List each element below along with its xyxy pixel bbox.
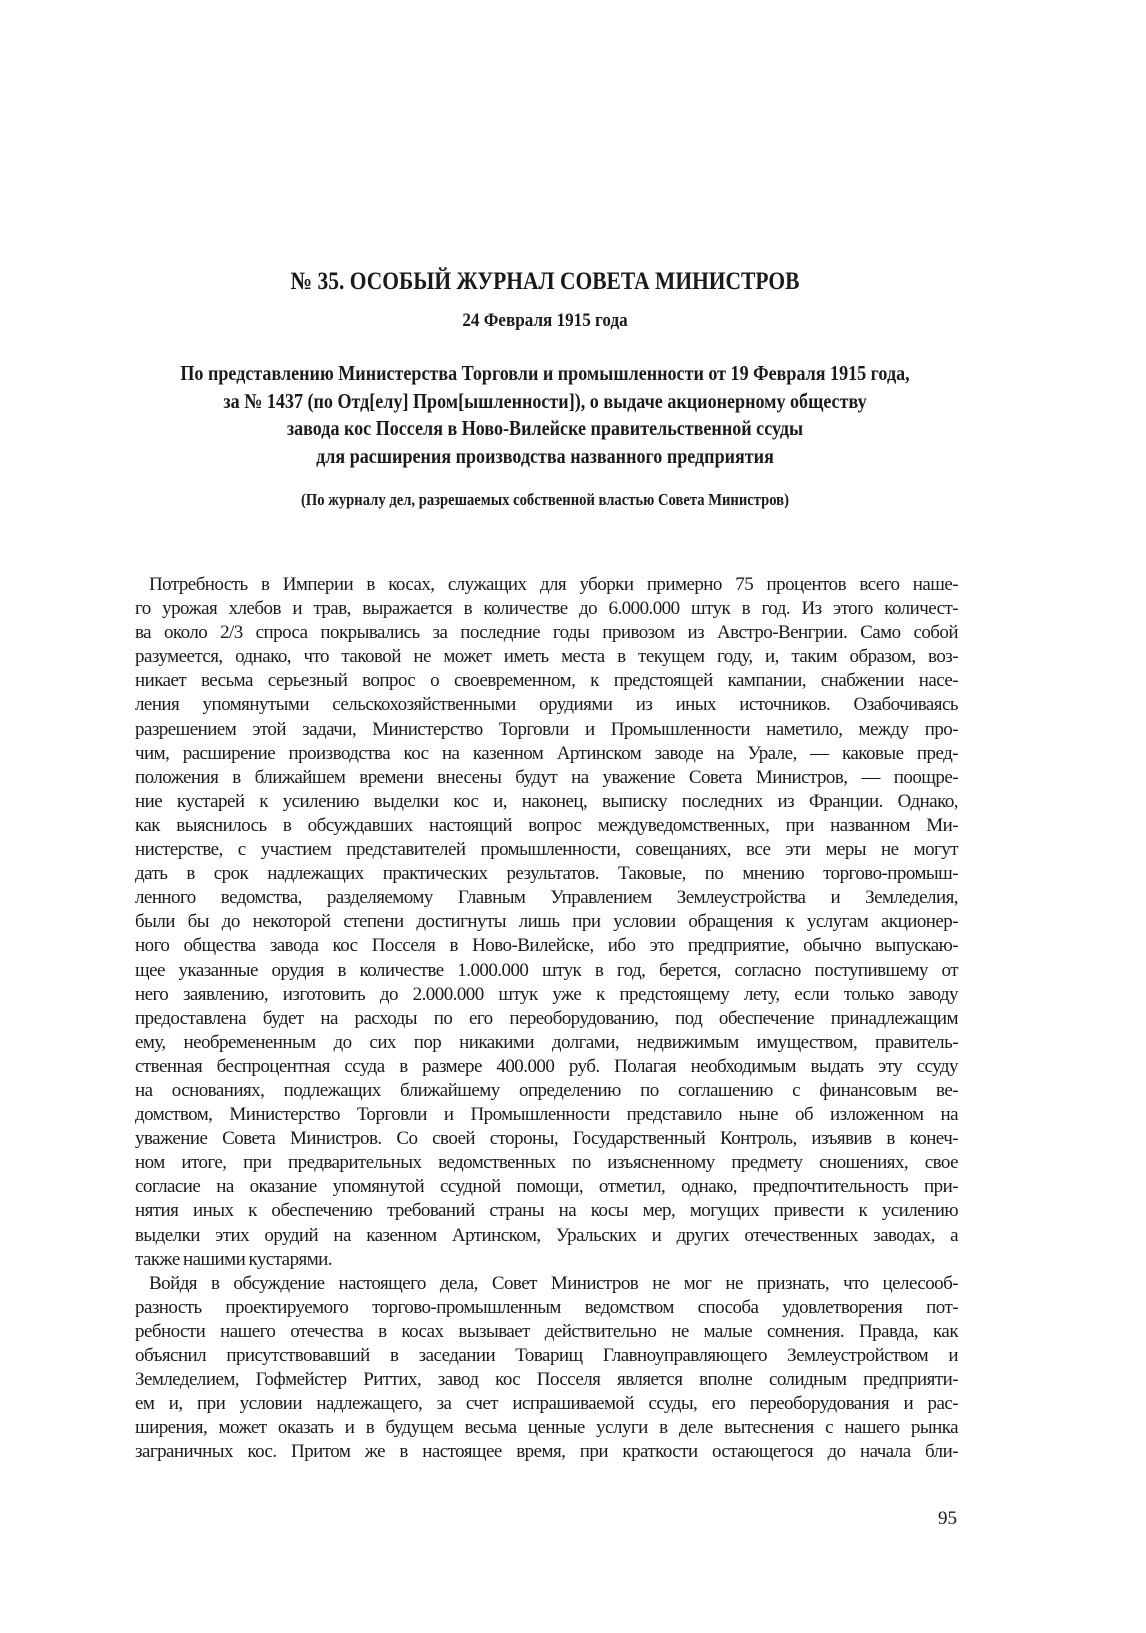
text-line: домством, Министерство Торговли и Промышленности представило ныне об изложенном на: [135, 1104, 958, 1126]
text-line: предоставлена будет на расходы по его переоборудованию, под обеспечение принадлежащим: [135, 1007, 958, 1029]
text-line: разумеется, однако, что таковой не может иметь места в текущем году, и, таким образом, воз-: [135, 646, 958, 668]
document-date: 24 Февраля 1915 года: [462, 310, 628, 331]
text-line: ребности нашего отечества в косах вызывает действительно не малые сомнения. Правда, как: [135, 1320, 958, 1342]
text-line: ном итоге, при предварительных ведомственных по изъясненному предмету сношениях, свое: [135, 1152, 958, 1174]
text-line: объяснил присутствовавший в заседании Товарищ Главноуправляющего Землеустройством и: [135, 1345, 958, 1366]
text-line: Войдя в обсуждение настоящего дела, Совет Министров не мог не признать, что целесооб-: [149, 1272, 958, 1294]
paragraph: [135, 1272, 958, 1465]
text-line: ления упомянутыми сельскохозяйственными орудиями из иных источников. Озабочиваясь: [135, 694, 958, 716]
text-line: ширения, может оказать и в будущем весьма ценные услуги в деле вытеснения с нашего рынка: [135, 1417, 958, 1439]
text-line: нистерстве, с участием представителей промышленности, совещаниях, все эти меры не могут: [135, 839, 958, 861]
text-line: го урожая хлебов и трав, выражается в количестве до 6.000.000 штук в год. Из этого количест-: [135, 598, 958, 620]
text-line: щее указанные орудия в количестве 1.000.000 штук в год, берется, согласно поступившему от: [135, 959, 958, 981]
subtitle-line: По представлению Министерства Торговли и промышленности от 19 Февраля 1915 года,: [180, 361, 910, 385]
document-title: № 35. ОСОБЫЙ ЖУРНАЛ СОВЕТА МИНИСТРОВ: [290, 268, 800, 295]
text-line: разность проектируемого торгово-промышленным ведомством способа удовлетворения пот-: [135, 1296, 958, 1318]
text-line: ного общества завода кос Посселя в Ново-Вилейске, ибо это предприятие, обычно выпускаю-: [135, 935, 958, 957]
journal-note: (По журналу дел, разрешаемых собственной властью Совета Министров): [301, 490, 789, 509]
text-line: как выяснилось в обсуждавших настоящий вопрос междуведомственных, при названном Ми-: [135, 814, 958, 836]
text-line: ва около 2/3 спроса покрывались за последние годы привозом из Австро-Венгрии. Само собой: [135, 622, 958, 644]
text-line: были бы до некоторой степени достигнуты лишь при условии обращения к услугам акционер-: [135, 911, 958, 933]
text-line: уважение Совета Министров. Со своей стороны, Государственный Контроль, изъявив в конеч-: [135, 1128, 958, 1150]
text-line: ленного ведомства, разделяемому Главным Управлением Землеустройства и Земледелия,: [135, 887, 958, 909]
text-line: согласие на оказание упомянутой ссудной помощи, отметил, однако, предпочтительность при-: [135, 1176, 958, 1198]
subtitle-line: за № 1437 (по Отд[елу] Пром[ышленности]), о выдаче акционерному обществу: [223, 388, 867, 413]
text-line: также нашими кустарями.: [135, 1248, 332, 1270]
text-line: на основаниях, подлежащих ближайшему определению по соглашению с финансовым ве-: [135, 1079, 958, 1101]
text-line: него заявлению, изготовить до 2.000.000 штук уже к предстоящему лету, если только заводу: [135, 983, 958, 1005]
text-line: Потребность в Империи в косах, служащих для уборки примерно 75 процентов всего наше-: [149, 574, 958, 595]
document-subtitle: [76, 360, 1013, 471]
subtitle-line: завода кос Посселя в Ново-Вилейске правительственной ссуды: [286, 416, 804, 441]
body-text: [135, 573, 958, 1464]
text-line: ему, необремененным до сих пор никакими долгами, недвижимым имуществом, правитель-: [135, 1031, 958, 1053]
text-line: ственная беспроцентная ссуда в размере 400.000 руб. Полагая необходимым выдать эту ссуду: [135, 1055, 958, 1077]
paragraph: [135, 573, 958, 1272]
text-line: Земледелием, Гофмейстер Риттих, завод кос Посселя является вполне солидным предприяти-: [135, 1369, 958, 1391]
text-line: никает весьма серьезный вопрос о своевременном, к предстоящей кампании, снабжении насе-: [135, 670, 958, 692]
text-line: дать в срок надлежащих практических результатов. Таковые, по мнению торгово-промыш-: [135, 863, 958, 885]
text-line: выделки этих орудий на казенном Артинском, Уральских и других отечественных заводах, а: [135, 1224, 958, 1246]
text-line: ем и, при условии надлежащего, за счет испрашиваемой ссуды, его переоборудования и рас-: [135, 1393, 958, 1415]
text-line: чим, расширение производства кос на казенном Артинском заводе на Урале, — каковые пред-: [135, 742, 958, 764]
text-line: нятия иных к обеспечению требований страны на косы мер, могущих привести к усилению: [135, 1200, 958, 1222]
subtitle-line: для расширения производства названного предприятия: [316, 444, 774, 469]
text-line: положения в ближайшем времени внесены будут на уважение Совета Министров, — поощре-: [135, 766, 958, 788]
text-line: ние кустарей к усилению выделки кос и, наконец, выписку последних из Франции. Однако,: [135, 790, 958, 812]
page-number: 95: [938, 1508, 957, 1529]
text-line: разрешением этой задачи, Министерство Торговли и Промышленности наметило, между про-: [135, 718, 958, 740]
text-line: заграничных кос. Притом же в настоящее время, при краткости остающегося до начала бли-: [135, 1441, 958, 1463]
